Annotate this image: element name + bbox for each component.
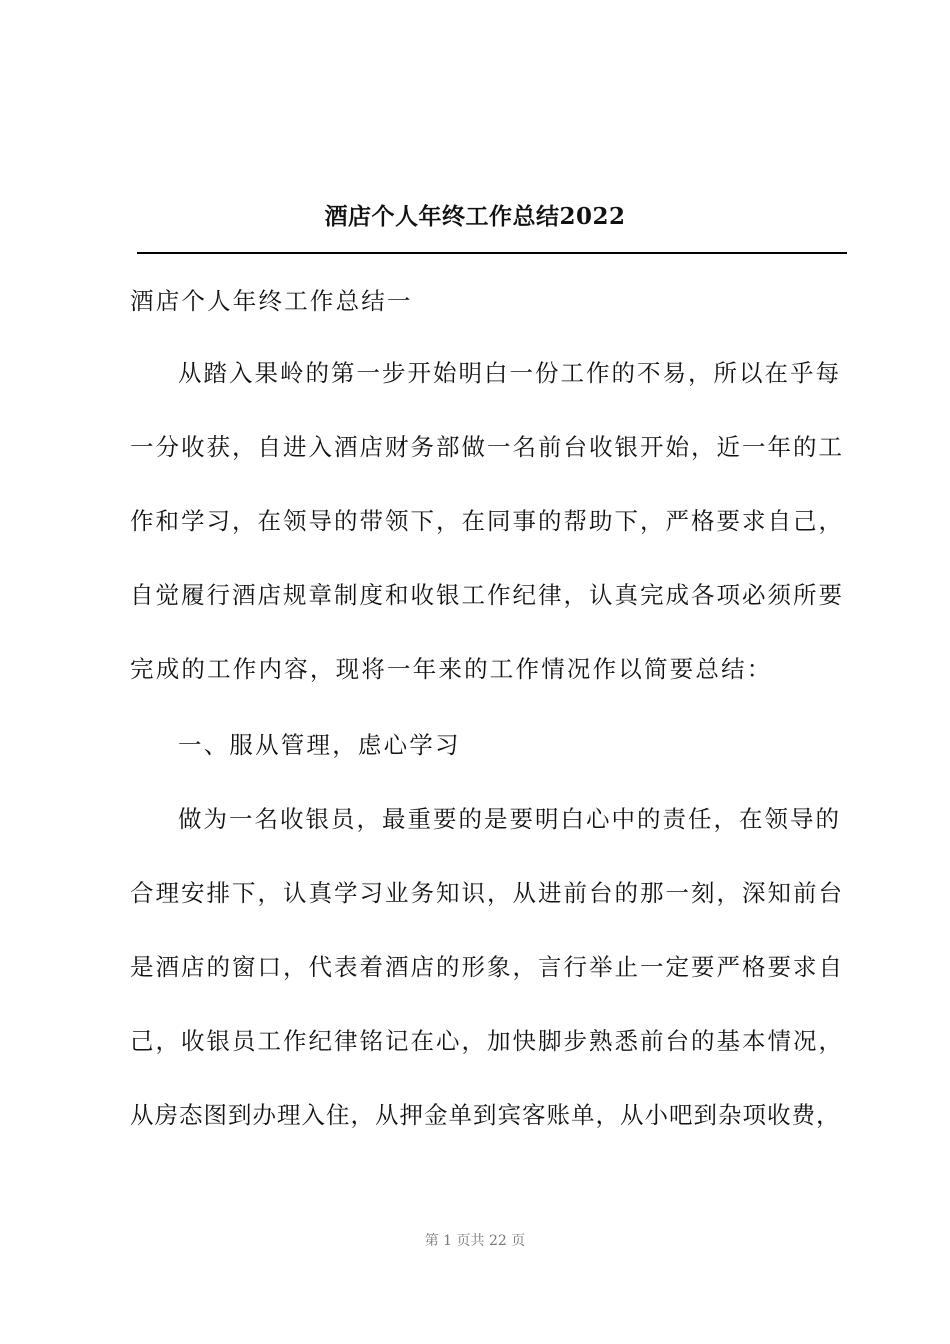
title-divider xyxy=(137,252,847,254)
paragraph-line: 己，收银员工作纪律铭记在心，加快脚步熟悉前台的基本情况， xyxy=(130,1027,844,1055)
paragraph-line: 作和学习，在领导的带领下，在同事的帮助下，严格要求自己， xyxy=(130,507,844,535)
page-footer: 第 1 页共 22 页 xyxy=(424,1233,526,1249)
paragraph-line: 自觉履行酒店规章制度和收银工作纪律，认真完成各项必须所要 xyxy=(130,581,844,609)
paragraph-line: 做为一名收银员，最重要的是要明白心中的责任，在领导的 xyxy=(178,805,841,833)
document-title: 酒店个人年终工作总结2022 xyxy=(324,203,626,230)
paragraph-line: 从房态图到办理入住，从押金单到宾客账单，从小吧到杂项收费， xyxy=(130,1101,841,1129)
paragraph-line: 一分收获，自进入酒店财务部做一名前台收银开始，近一年的工 xyxy=(130,433,844,461)
paragraph-line: 从踏入果岭的第一步开始明白一份工作的不易，所以在乎每 xyxy=(178,359,841,387)
paragraph-line: 是酒店的窗口，代表着酒店的形象，言行举止一定要严格要求自 xyxy=(130,953,844,981)
paragraph-line: 完成的工作内容，现将一年来的工作情况作以简要总结： xyxy=(130,655,773,683)
section-heading: 酒店个人年终工作总结一 xyxy=(130,287,413,315)
subsection-heading: 一、服从管理，虑心学习 xyxy=(178,731,461,759)
paragraph-line: 合理安排下，认真学习业务知识，从进前台的那一刻，深知前台 xyxy=(130,879,844,907)
